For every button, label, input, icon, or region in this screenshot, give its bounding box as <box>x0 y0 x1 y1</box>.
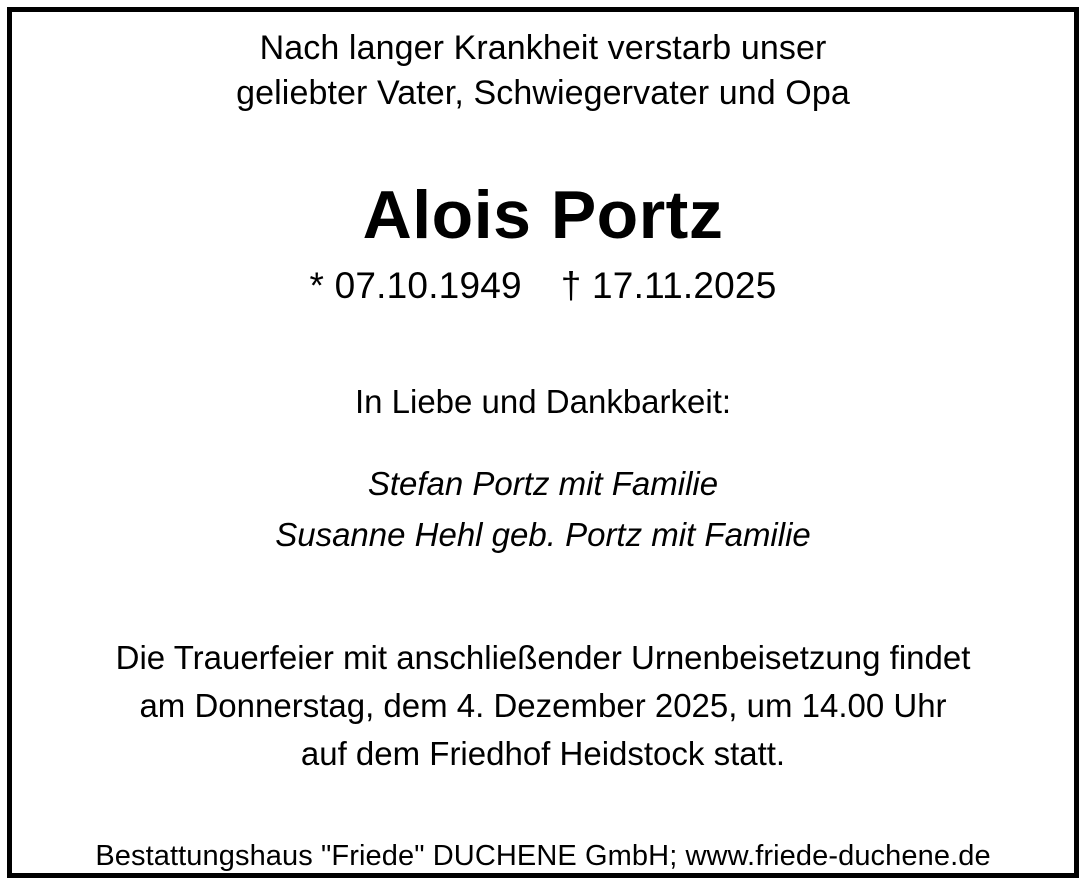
intro-line-2: geliebter Vater, Schwiegervater und Opa <box>236 73 850 112</box>
family-line-1: Stefan Portz mit Familie <box>367 465 719 503</box>
ceremony-line-1: Die Trauerfeier mit anschließender Urnenbeisetzung findet <box>115 639 971 677</box>
life-dates <box>310 265 777 307</box>
intro-text <box>236 26 850 116</box>
intro-line-1: Nach langer Krankheit verstarb unser <box>259 29 827 67</box>
birth-date: 07.10.1949 <box>334 265 522 307</box>
funeral-home-footer: Bestattungshaus "Friede" DUCHENE GmbH; www.friede-duchene.de <box>95 839 991 872</box>
death-date: 17.11.2025 <box>592 265 777 307</box>
ceremony-details <box>116 634 971 778</box>
family-line-2: Susanne Hehl geb. Portz mit Familie <box>275 516 811 554</box>
birth-symbol: * <box>309 265 325 307</box>
ceremony-line-3: auf dem Friedhof Heidstock statt. <box>300 735 786 772</box>
in-love-label: In Liebe und Dankbarkeit: <box>354 383 732 421</box>
family-list <box>275 458 811 560</box>
deceased-name: Alois Portz <box>362 176 724 253</box>
ceremony-line-2: am Donnerstag, dem 4. Dezember 2025, um 14.00 Uhr <box>139 687 947 725</box>
death-symbol: † <box>560 265 582 307</box>
